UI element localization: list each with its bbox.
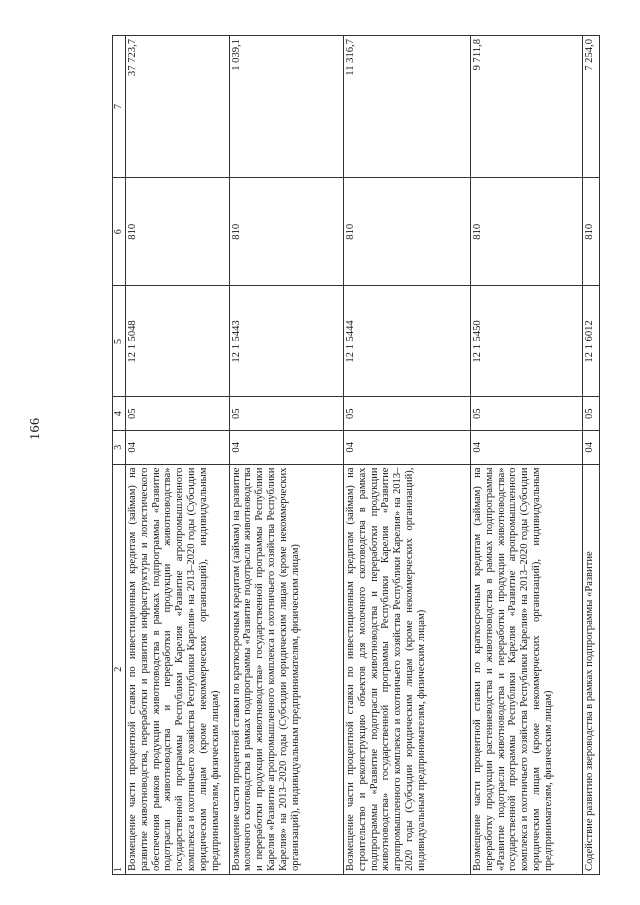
subsection-code-cell: 05 [583, 397, 600, 431]
table-row [470, 36, 582, 875]
description-cell: Возмещение части процентной ставки по инвестиционным кредитам (займам) на строительство и реконструкцию объектов для молочного скотоводства в рамках подпрограммы «Развитие подотрасли животноводства и переработки продукции животноводства» государственной программы Республики Карелия «Развитие агропромышленного комплекса и охотничьего хозяйства Республики Карелия» на 2013–2020 годы (Субсидии юридическим лицам (кроме некоммерческих организаций), индивидуальным предпринимателям, физическим лицам) [343, 464, 470, 874]
expense-type-cell: 810 [229, 178, 343, 286]
amount-cell: 11 316,7 [343, 36, 470, 178]
header-row: 1 2 3 4 5 6 7 [113, 36, 126, 875]
header-col-2: 2 [113, 464, 126, 874]
target-article-cell: 12 1 5450 [470, 286, 582, 397]
description-cell: Возмещение части процентной ставки по краткосрочным кредитам (займам) на развитие молочного скотоводства в рамках подпрограммы «Развитие подотрасли животноводства и переработки продукции животноводства» государственной программы Республики Карелия «Развитие агропромышленного комплекса и охотничьего хозяйства Республики Карелия» на 2013–2020 годы (Субсидии юридическим лицам (кроме некоммерческих организаций), индивидуальным предпринимателям, физическим лицам) [229, 464, 343, 874]
target-article-cell: 12 1 5444 [343, 286, 470, 397]
subsection-code-cell: 05 [343, 397, 470, 431]
section-code-cell: 04 [583, 431, 600, 465]
subsection-code-cell: 05 [470, 397, 582, 431]
header-col-4: 4 [113, 397, 126, 431]
section-code-cell: 04 [229, 431, 343, 465]
header-col-3: 3 [113, 431, 126, 465]
rotated-table-container [112, 35, 600, 875]
section-code-cell: 04 [470, 431, 582, 465]
expense-type-cell: 810 [470, 178, 582, 286]
amount-cell: 37 723,7 [126, 36, 230, 178]
amount-cell: 9 711,8 [470, 36, 582, 178]
header-col-5: 5 [113, 286, 126, 397]
amount-cell: 1 039,1 [229, 36, 343, 178]
table-row [343, 36, 470, 875]
header-col-7: 7 [113, 36, 126, 178]
budget-table [112, 35, 600, 875]
target-article-cell: 12 1 6012 [583, 286, 600, 397]
section-code-cell: 04 [126, 431, 230, 465]
table-row [126, 36, 230, 875]
description-cell: Возмещение части процентной ставки по инвестиционным кредитам (займам) на развитие животноводства, переработки и развития инфраструктуры и логистического обеспечения рынков продукции животноводства в рамках подпрограммы «Развитие подотрасли животноводства и переработки продукции животноводства» государственной программы Республики Карелия «Развитие агропромышленного комплекса и охотничьего хозяйства Республики Карелия» на 2013–2020 годы (Субсидии юридическим лицам (кроме некоммерческих организаций), индивидуальным предпринимателям, физическим лицам) [126, 464, 230, 874]
header-col-6: 6 [113, 178, 126, 286]
page-number: 166 [28, 417, 43, 440]
description-cell: Содействие развитию звероводства в рамках подпрограммы «Развитие [583, 464, 600, 874]
table-row [583, 36, 600, 875]
description-cell: Возмещение части процентной ставки по краткосрочным кредитам (займам) на переработку продукции растениеводства и животноводства в рамках подпрограммы «Развитие подотрасли животноводства и переработки продукции животноводства» государственной программы Республики Карелия «Развитие агропромышленного комплекса и охотничьего хозяйства Республики Карелия» на 2013–2020 годы (Субсидии юридическим лицам (кроме некоммерческих организаций), индивидуальным предпринимателям, физическим лицам) [470, 464, 582, 874]
amount-cell: 7 254,0 [583, 36, 600, 178]
expense-type-cell: 810 [126, 178, 230, 286]
section-code-cell: 04 [343, 431, 470, 465]
subsection-code-cell: 05 [229, 397, 343, 431]
expense-type-cell: 810 [343, 178, 470, 286]
target-article-cell: 12 1 5048 [126, 286, 230, 397]
expense-type-cell: 810 [583, 178, 600, 286]
target-article-cell: 12 1 5443 [229, 286, 343, 397]
table-row [229, 36, 343, 875]
table-header [113, 36, 126, 875]
subsection-code-cell: 05 [126, 397, 230, 431]
